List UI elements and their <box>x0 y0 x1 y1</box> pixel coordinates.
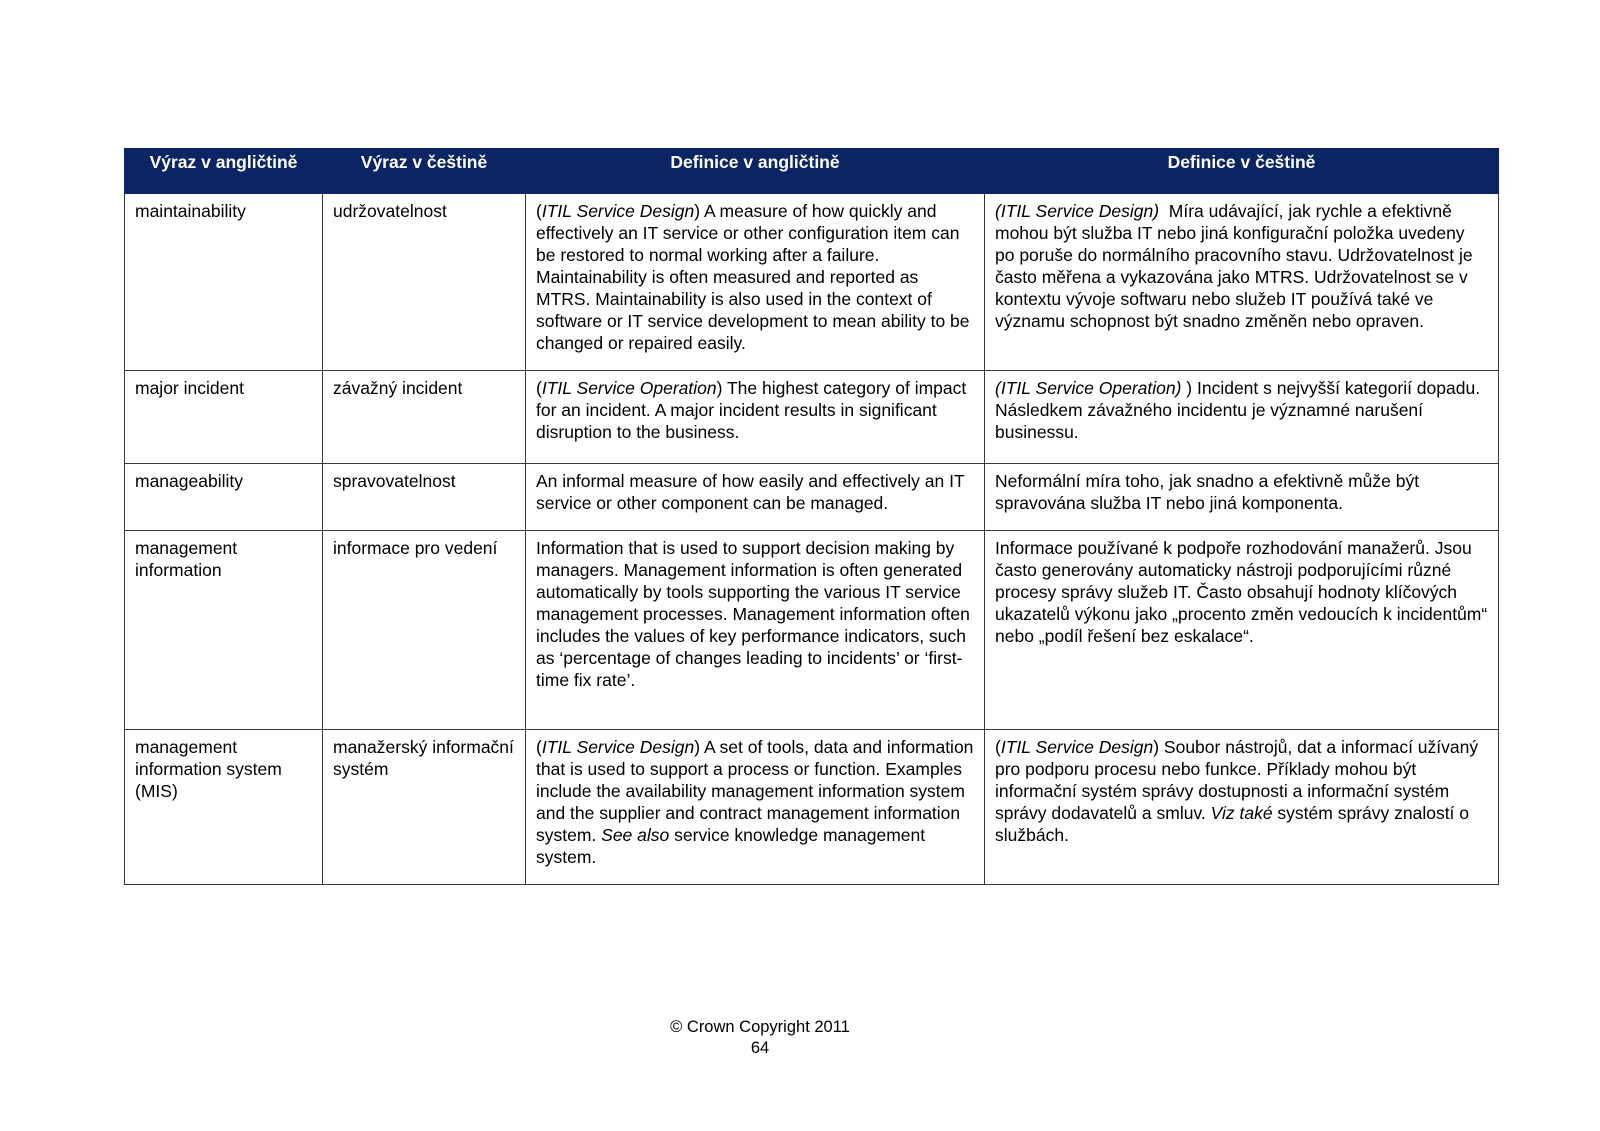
term-en-cell: management information <box>125 531 323 730</box>
see-also-text: systém správy znalostí o službách. <box>995 803 1470 845</box>
table-header <box>125 149 1499 194</box>
definition-source: (ITIL Service Design) <box>995 201 1160 221</box>
see-also-text: service knowledge management system. <box>536 825 926 867</box>
definition-cs-cell <box>985 371 1499 464</box>
definition-source: ITIL Service Design <box>541 737 695 757</box>
definition-text: Information that is used to support decision making by managers. Management information is often generated automatically by tools supporting the various IT service management processes. Management information often includes the values of key performance indicators, such as ‘percentage of changes leading to incidents’ or ‘first-time fix rate’. <box>536 538 970 690</box>
header-row <box>125 149 1499 194</box>
page-number: 64 <box>750 1039 770 1057</box>
see-also-label: See also <box>601 825 670 845</box>
term-cs-cell: manažerský informační systém <box>323 730 526 885</box>
header-term-en: Výraz v angličtině <box>125 149 323 194</box>
table-row <box>125 531 1499 730</box>
definition-source: ITIL Service Design <box>1000 737 1154 757</box>
definition-text: ) The highest category of impact for an incident. A major incident results in significant disruption to the business. <box>536 378 967 442</box>
definition-text: Informace používané k podpoře rozhodování manažerů. Jsou často generovány automaticky nástroji podporujícími různé procesy správy služeb IT. Často obsahují hodnoty klíčových ukazatelů výkonu jako „procento změn vedoucích k incidentům“ nebo „podíl řešení bez eskalace“. <box>995 538 1488 646</box>
table-row <box>125 371 1499 464</box>
header-def-cs: Definice v češtině <box>985 149 1499 194</box>
term-cs-cell: spravovatelnost <box>323 464 526 531</box>
term-en-cell: major incident <box>125 371 323 464</box>
see-also-label: Viz také <box>1210 803 1273 823</box>
term-cs-cell: závažný incident <box>323 371 526 464</box>
definition-open-paren: ( <box>536 201 542 221</box>
footer-copyright: © Crown Copyright 2011 <box>670 1018 850 1036</box>
definition-text: Míra udávající, jak rychle a efektivně mohou být služba IT nebo jiná konfigurační položka uvedeny po poruše do normálního pracovního stavu. Udržovatelnost je často měřena a vykazována jako MTRS. Udržovatelnost se v kontextu vývoje softwaru nebo služeb IT používá také ve významu schopnost být snadno změněn nebo opraven. <box>995 201 1478 331</box>
header-def-en: Definice v angličtině <box>526 149 985 194</box>
definition-text: An informal measure of how easily and effectively an IT service or other component can be managed. <box>536 471 965 513</box>
definition-open-paren: ( <box>536 378 542 398</box>
term-en-cell: manageability <box>125 464 323 531</box>
definition-source: ITIL Service Design <box>541 201 695 221</box>
table-row <box>125 194 1499 371</box>
term-en-cell: maintainability <box>125 194 323 371</box>
definition-open-paren: ( <box>536 737 542 757</box>
table-row <box>125 730 1499 885</box>
definition-source: (ITIL Service Operation) <box>995 378 1182 398</box>
definition-en-cell <box>526 531 985 730</box>
definition-text: ) A measure of how quickly and effectively an IT service or other configuration item can be restored to normal working after a failure. Maintainability is often measured and reported as MTRS. Maintainability is also used in the context of software or IT service development to mean ability to be changed or repaired easily. <box>536 201 970 353</box>
definition-en-cell <box>526 371 985 464</box>
definition-en-cell <box>526 194 985 371</box>
definition-text: Neformální míra toho, jak snadno a efektivně může být spravována služba IT nebo jiná komponenta. <box>995 471 1420 513</box>
definition-cs-cell <box>985 730 1499 885</box>
definition-en-cell <box>526 730 985 885</box>
definition-cs-cell <box>985 531 1499 730</box>
header-term-cs: Výraz v češtině <box>323 149 526 194</box>
definition-text: ) A set of tools, data and information that is used to support a process or function. Examples include the availability management information system and the supplier and contract management information system. <box>536 737 974 845</box>
definition-source: ITIL Service Operation <box>541 378 717 398</box>
term-cs-cell: informace pro vedení <box>323 531 526 730</box>
glossary-table <box>124 148 1499 885</box>
definition-en-cell <box>526 464 985 531</box>
definition-cs-cell <box>985 464 1499 531</box>
table-row <box>125 464 1499 531</box>
definition-text: ) Soubor nástrojů, dat a informací užívaný pro podporu procesu nebo funkce. Příklady mohou být informační systém správy dostupnosti a informační systém správy dodavatelů a smluv. <box>995 737 1479 823</box>
term-cs-cell: udržovatelnost <box>323 194 526 371</box>
definition-text: ) Incident s nejvyšší kategorií dopadu. Následkem závažného incidentu je významné narušení businessu. <box>995 378 1481 442</box>
definition-cs-cell <box>985 194 1499 371</box>
term-en-cell: management information system (MIS) <box>125 730 323 885</box>
definition-open-paren: ( <box>995 737 1001 757</box>
